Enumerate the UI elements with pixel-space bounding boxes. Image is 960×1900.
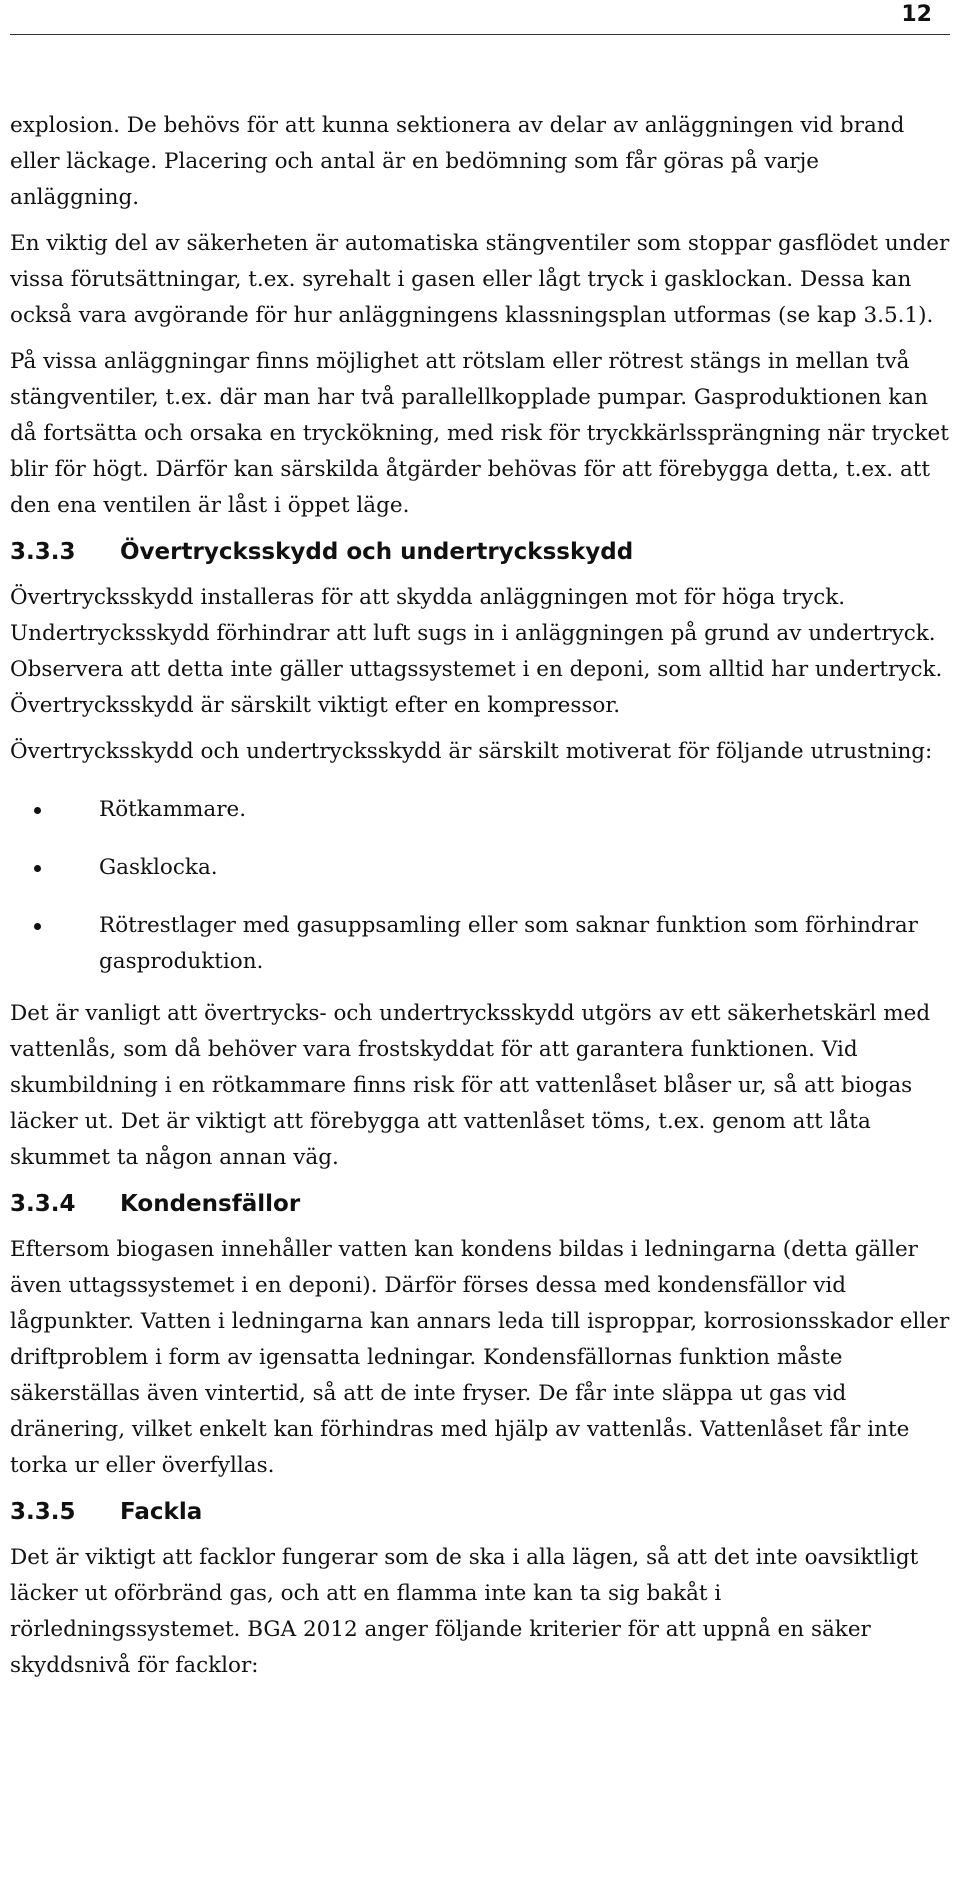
list-item-text: Rötrestlager med gasuppsamling eller som saknar funktion som förhindrar gasproduktion. xyxy=(99,913,918,974)
bullet-icon xyxy=(34,865,41,872)
section-title: Kondensfällor xyxy=(120,1191,301,1217)
section-heading-3-3-3 xyxy=(10,534,950,570)
bullet-icon xyxy=(34,923,41,930)
header-rule xyxy=(10,34,950,35)
section-number: 3.3.4 xyxy=(10,1191,76,1217)
section-title: Fackla xyxy=(120,1499,203,1525)
page-number: 12 xyxy=(901,2,932,27)
document-body xyxy=(10,108,950,1684)
list-item xyxy=(10,850,950,886)
paragraph: Det är viktigt att facklor fungerar som de ska i alla lägen, så att det inte oavsiktligt läcker ut oförbränd gas, och att en flamma inte kan ta sig bakåt i rörledningssystemet. BGA 2012 anger följande kriterier för att uppnå en säker skyddsnivå för facklor: xyxy=(10,1545,919,1678)
paragraph: explosion. De behövs för att kunna sektionera av delar av anläggningen vid brand eller läckage. Placering och antal är en bedömning som får göras på varje anläggning. xyxy=(10,113,905,210)
list-item-text: Gasklocka. xyxy=(99,855,218,880)
section-heading-3-3-5 xyxy=(10,1494,950,1530)
paragraph: Övertrycksskydd och undertrycksskydd är särskilt motiverat för följande utrustning: xyxy=(10,739,933,764)
list-item xyxy=(10,908,950,980)
paragraph: På vissa anläggningar finns möjlighet att rötslam eller rötrest stängs in mellan två stängventiler, t.ex. där man har två parallellkopplade pumpar. Gasproduktionen kan då fortsätta och orsaka en tryckökning, med risk för tryckkärlssprängning när trycket blir för högt. Därför kan särskilda åtgärder behövas för att förebygga detta, t.ex. att den ena ventilen är låst i öppet läge. xyxy=(10,349,949,518)
section-number: 3.3.3 xyxy=(10,539,76,565)
section-title: Övertrycksskydd och undertrycksskydd xyxy=(120,539,634,565)
paragraph: Det är vanligt att övertrycks- och undertrycksskydd utgörs av ett säkerhetskärl med vattenlås, som då behöver vara frostskyddat för att garantera funktionen. Vid skumbildning i en rötkammare finns risk för att vattenlåset blåser ur, så att biogas läcker ut. Det är viktigt att förebygga att vattenlåset töms, t.ex. genom att låta skummet ta någon annan väg. xyxy=(10,1001,931,1170)
paragraph: En viktig del av säkerheten är automatiska stängventiler som stoppar gasflödet under vissa förutsättningar, t.ex. syrehalt i gasen eller lågt tryck i gasklockan. Dessa kan också vara avgörande för hur anläggningens klassningsplan utformas (se kap 3.5.1). xyxy=(10,231,950,328)
bullet-icon xyxy=(34,807,41,814)
paragraph: Övertrycksskydd installeras för att skydda anläggningen mot för höga tryck. Undertrycksskydd förhindrar att luft sugs in i anläggningen på grund av undertryck. Observera att detta inte gäller uttagssystemet i en deponi, som alltid har undertryck. Övertrycksskydd är särskilt viktigt efter en kompressor. xyxy=(10,585,943,718)
bullet-list xyxy=(10,792,950,980)
list-item xyxy=(10,792,950,828)
section-heading-3-3-4 xyxy=(10,1186,950,1222)
list-item-text: Rötkammare. xyxy=(99,797,247,822)
paragraph: Eftersom biogasen innehåller vatten kan kondens bildas i ledningarna (detta gäller även uttagssystemet i en deponi). Därför förses dessa med kondensfällor vid lågpunkter. Vatten i ledningarna kan annars leda till isproppar, korrosionsskador eller driftproblem i form av igensatta ledningar. Kondensfällornas funktion måste säkerställas även vintertid, så att de inte fryser. De får inte släppa ut gas vid dränering, vilket enkelt kan förhindras med hjälp av vattenlås. Vattenlåset får inte torka ur eller överfyllas. xyxy=(10,1237,950,1478)
section-number: 3.3.5 xyxy=(10,1499,76,1525)
